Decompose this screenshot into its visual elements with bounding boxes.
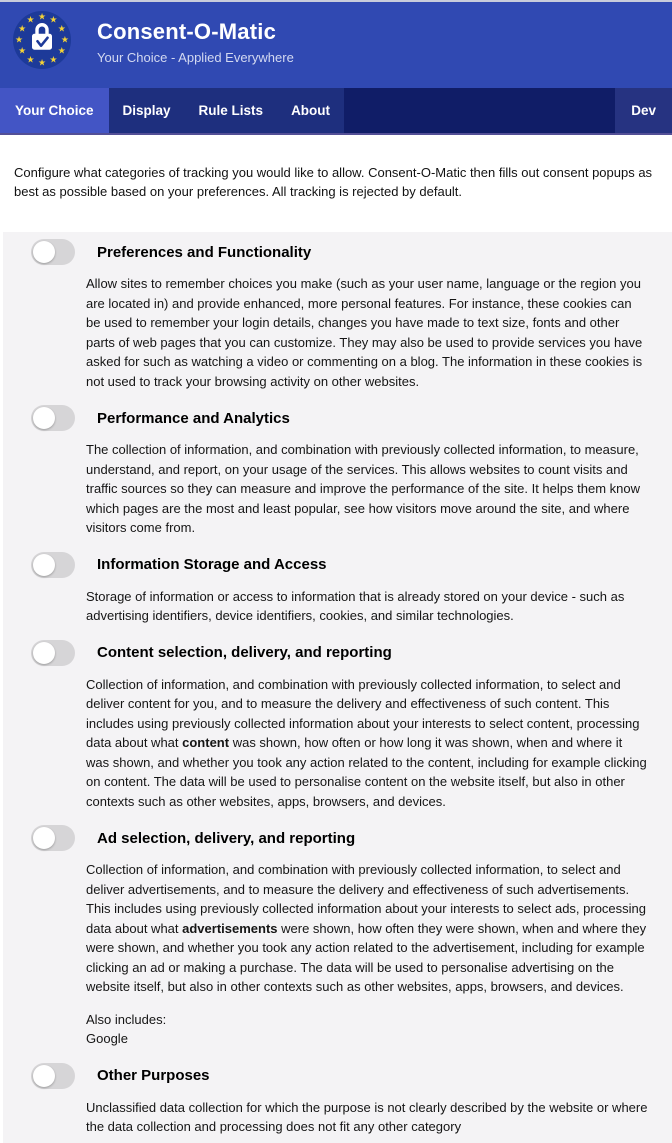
category-header-row bbox=[31, 239, 648, 265]
category-title: Information Storage and Access bbox=[97, 556, 327, 573]
tab-rule-lists[interactable]: Rule Lists bbox=[198, 103, 264, 118]
toggle-knob bbox=[33, 407, 55, 429]
category-description: Storage of information or access to information that is already stored on your device - such as advertising identifiers, device identifiers, cookies, and similar technologies. bbox=[86, 588, 625, 623]
tab-group bbox=[0, 88, 344, 133]
category-title: Preferences and Functionality bbox=[97, 243, 312, 261]
toggle-knob bbox=[33, 827, 55, 849]
category-header-row bbox=[31, 405, 648, 431]
category-information-storage-access bbox=[3, 544, 672, 632]
toggle-ad-selection[interactable] bbox=[31, 825, 75, 851]
category-title: Performance and Analytics bbox=[97, 409, 290, 427]
app-logo bbox=[13, 11, 71, 69]
app-title: Consent-O-Matic bbox=[97, 19, 276, 44]
category-header-row bbox=[31, 640, 648, 666]
app-header bbox=[0, 0, 672, 88]
category-description: The collection of information, and combination with previously collected information, to measure, understand, and report, on your usage of the services. This allows websites to count visits and traffic sources so they can measure and improve the performance of the site. It helps them know which pages are the most and least popular, see how visitors move around the site, and where visitors come from. bbox=[86, 442, 640, 535]
also-includes bbox=[86, 1010, 648, 1049]
category-title: Other Purposes bbox=[97, 1067, 210, 1084]
toggle-knob bbox=[33, 1065, 55, 1087]
toggle-information-storage-access[interactable] bbox=[31, 552, 75, 578]
category-content-selection bbox=[3, 632, 672, 818]
tab-display[interactable]: Display bbox=[122, 103, 171, 118]
category-performance-analytics bbox=[3, 397, 672, 544]
category-header-row bbox=[31, 552, 648, 578]
app-subtitle: Your Choice - Applied Everywhere bbox=[97, 50, 294, 65]
category-title: Content selection, delivery, and reporting bbox=[97, 644, 392, 661]
tab-dev[interactable]: Dev bbox=[615, 88, 672, 133]
eu-stars-icon: ★ ★ ★ ★ ★ ★ ★ ★ ★ ★ ★ ★ bbox=[15, 11, 69, 68]
toggle-knob bbox=[33, 554, 55, 576]
toggle-preferences-functionality[interactable] bbox=[31, 239, 75, 265]
category-header-row bbox=[31, 825, 648, 851]
toggle-knob bbox=[33, 241, 55, 263]
toggle-content-selection[interactable] bbox=[31, 640, 75, 666]
also-includes-vendor: Google bbox=[86, 1031, 128, 1046]
tab-your-choice[interactable]: Your Choice bbox=[0, 88, 109, 133]
nav-bar bbox=[0, 88, 672, 135]
category-list bbox=[3, 232, 672, 1143]
also-includes-label: Also includes: bbox=[86, 1011, 167, 1027]
toggle-performance-analytics[interactable] bbox=[31, 405, 75, 431]
category-other-purposes bbox=[3, 1055, 672, 1143]
category-preferences-functionality bbox=[3, 239, 672, 397]
category-description: Unclassified data collection for which the purpose is not clearly described by the website or where the data collection and processing does not fit any other category bbox=[86, 1099, 648, 1134]
category-description: Allow sites to remember choices you make (such as your user name, language or the region you are located in) and provide enhanced, more personal features. For instance, these cookies can be used to remember your login details, changes you have made to text size, fonts and other parts of web pages that you can customize. They may also be used to provide services you have asked for such as watching a video or commenting on a blog. The information in these cookies is not used to track your browsing activity on other websites. bbox=[86, 276, 643, 389]
category-ad-selection bbox=[3, 817, 672, 1055]
toggle-other-purposes[interactable] bbox=[31, 1063, 75, 1089]
category-title: Ad selection, delivery, and reporting bbox=[97, 829, 356, 847]
category-header-row bbox=[31, 1063, 648, 1089]
title-block bbox=[97, 19, 294, 65]
toggle-knob bbox=[33, 642, 55, 664]
main-content bbox=[0, 148, 672, 1143]
lock-check-icon bbox=[29, 21, 55, 58]
nav-spacer bbox=[344, 88, 615, 133]
tab-about[interactable]: About bbox=[291, 103, 331, 118]
intro-text: Configure what categories of tracking you would like to allow. Consent-O-Matic then fills out consent popups as best as possible based on your preferences. All tracking is rejected by default. bbox=[0, 148, 672, 219]
category-description: Collection of information, and combination with previously collected information, to select and deliver content for you, and to measure the delivery and effectiveness of such content. This includes using previously collected information about your interests to select content, processing data about what content was shown, how often or how long it was shown, when and where it was shown, and whether you took any action related to the content, including for example clicking on content. The data will be used to personalise content on the website itself, but also in other contexts such as other websites, apps, browsers, and devices. bbox=[86, 676, 647, 809]
category-description: Collection of information, and combination with previously collected information, to select and deliver advertisements, and to measure the delivery and effectiveness of such advertisements. This includes using previously collected information about your interests to select ads, processing data about what advertisements were shown, how often they were shown, when and where they were shown, and whether you took any action related to the advertisement, including for example clicking an ad or making a purchase. The data will be used to personalise advertising on the website itself, but also in other contexts such as other websites, apps, browsers, and devices. bbox=[86, 862, 647, 994]
